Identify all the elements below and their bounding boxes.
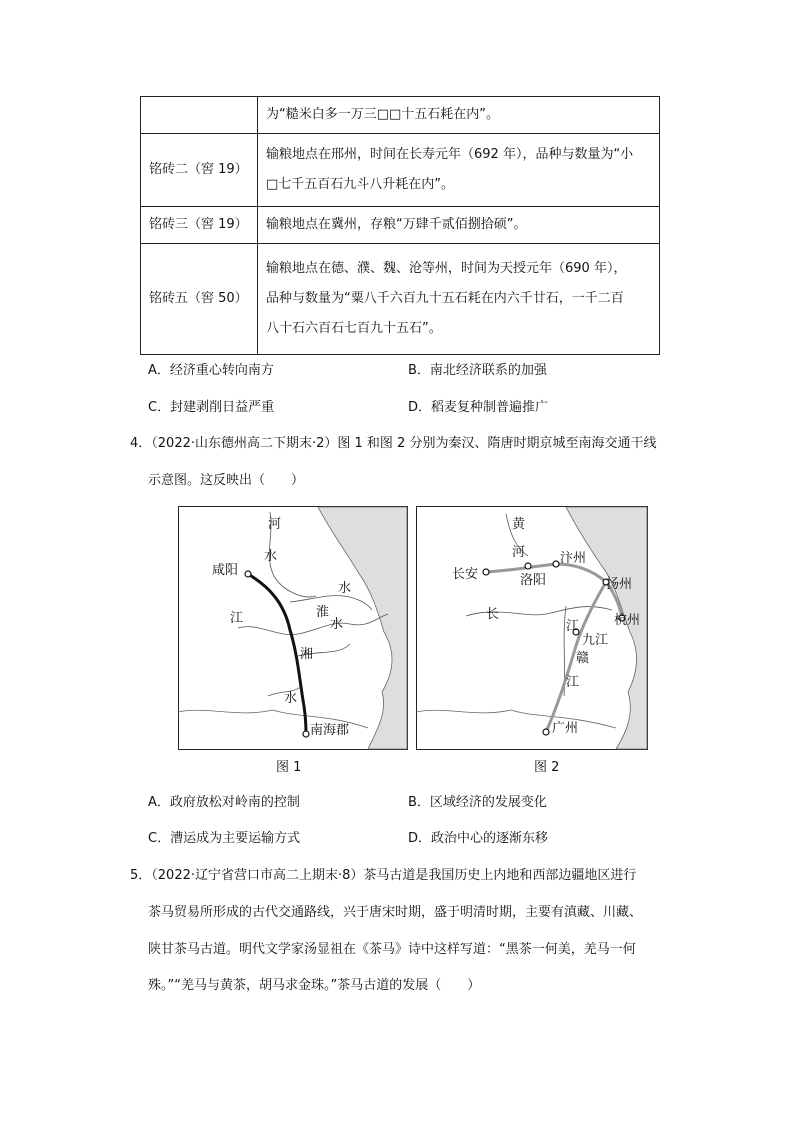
map2-label-huang: 黄 — [512, 517, 526, 532]
map2-label-guangzhou: 广州 — [552, 721, 579, 736]
q3-option-d[interactable]: D．稻麦复种制普遍推广 — [408, 400, 549, 415]
q5-stem-line2: 茶马贸易所形成的古代交通路线，兴于唐宋时期，盛于明清时期，主要有滇藏、川藏、 — [148, 905, 643, 920]
map1-label-huai: 淮 — [316, 605, 330, 620]
q5-stem-line4: 殊。”“羌马与黄茶，胡马求金珠。”茶马古道的发展（ ） — [148, 978, 481, 993]
q4-option-b[interactable]: B．区域经济的发展变化 — [408, 795, 547, 810]
map2-label-jiang2: 江 — [566, 675, 580, 690]
q4-option-a[interactable]: A．政府放松对岭南的控制 — [148, 795, 300, 810]
map1-label-jiang: 江 — [230, 611, 244, 626]
q4-stem-line1: 4．（2022·山东德州高二下期末·2）图 1 和图 2 分别为秦汉、隋唐时期京城至南海交通干线 — [130, 436, 657, 451]
table-row — [141, 97, 660, 134]
map1-caption: 图 1 — [276, 760, 302, 775]
map2-caption: 图 2 — [534, 760, 560, 775]
map2-label-jiujiang: 九江 — [582, 633, 609, 648]
grain-record-table — [140, 96, 660, 355]
map1-label-nanhai: 南海郡 — [310, 723, 350, 738]
map2-label-changan: 长安 — [452, 567, 479, 582]
map-figure-1 — [178, 506, 408, 750]
map-figure-2 — [416, 506, 648, 750]
q3-option-c[interactable]: C．封建剥削日益严重 — [148, 400, 275, 415]
map1-label-shui: 水 — [264, 549, 278, 564]
table-cell-content: 输粮地点在邢州，时间在长寿元年（692 年），品种与数量为“小 □七千五百石九斗八升耗在内”。 — [258, 134, 660, 207]
map1-label-xianyang: 咸阳 — [212, 563, 239, 578]
map2-label-gan: 赣 — [576, 651, 590, 666]
map2-label-luoyang: 洛阳 — [520, 573, 547, 588]
map2-label-bianzhou: 汴州 — [560, 551, 587, 566]
q4-option-d[interactable]: D．政治中心的逐渐东移 — [408, 831, 549, 846]
table-cell-label: 铭砖二（窖 19） — [141, 134, 258, 207]
q5-stem-line3: 陕甘茶马古道。明代文学家汤显祖在《茶马》诗中这样写道：“黑茶一何美，羌马一何 — [148, 942, 636, 957]
map2-label-yangzhou: 扬州 — [606, 577, 633, 592]
table-cell-content: 输粮地点在德、濮、魏、沧等州，时间为天授元年（690 年）， 品种与数量为“粟八千六百九十五石耗在内六千廿石，一千二百 八十石六百石七百九十五石”。 — [258, 244, 660, 355]
table-row — [141, 244, 660, 355]
q4-option-c[interactable]: C．漕运成为主要运输方式 — [148, 831, 301, 846]
table-row — [141, 207, 660, 244]
map1-label-shui: 水 — [284, 691, 298, 706]
table-cell-label — [141, 97, 258, 134]
map2-label-jiang: 江 — [566, 619, 580, 634]
table-row — [141, 134, 660, 207]
map2-label-he: 河 — [512, 545, 526, 560]
q3-option-a[interactable]: A．经济重心转向南方 — [148, 363, 274, 378]
table-cell-content: 输粮地点在冀州，存粮“万肆千贰佰捌拾硕”。 — [258, 207, 660, 244]
q5-stem-line1: 5．（2022·辽宁省营口市高二上期末·8）茶马古道是我国历史上内地和西部边疆地区进行 — [130, 868, 637, 883]
map1-label-he: 河 — [268, 517, 282, 532]
map1-label-shui: 水 — [330, 617, 344, 632]
map1-label-shui: 水 — [338, 581, 352, 596]
table-cell-label: 铭砖五（窖 50） — [141, 244, 258, 355]
q4-stem-line2: 示意图。这反映出（ ） — [148, 473, 305, 488]
table-cell-content: 为“糙米白多一万三□□十五石耗在内”。 — [258, 97, 660, 134]
map2-label-chang: 长 — [486, 607, 500, 622]
table-cell-label: 铭砖三（窖 19） — [141, 207, 258, 244]
map1-label-xiang: 湘 — [300, 647, 314, 662]
map2-label-hangzhou: 杭州 — [614, 613, 641, 628]
q3-option-b[interactable]: B．南北经济联系的加强 — [408, 363, 547, 378]
